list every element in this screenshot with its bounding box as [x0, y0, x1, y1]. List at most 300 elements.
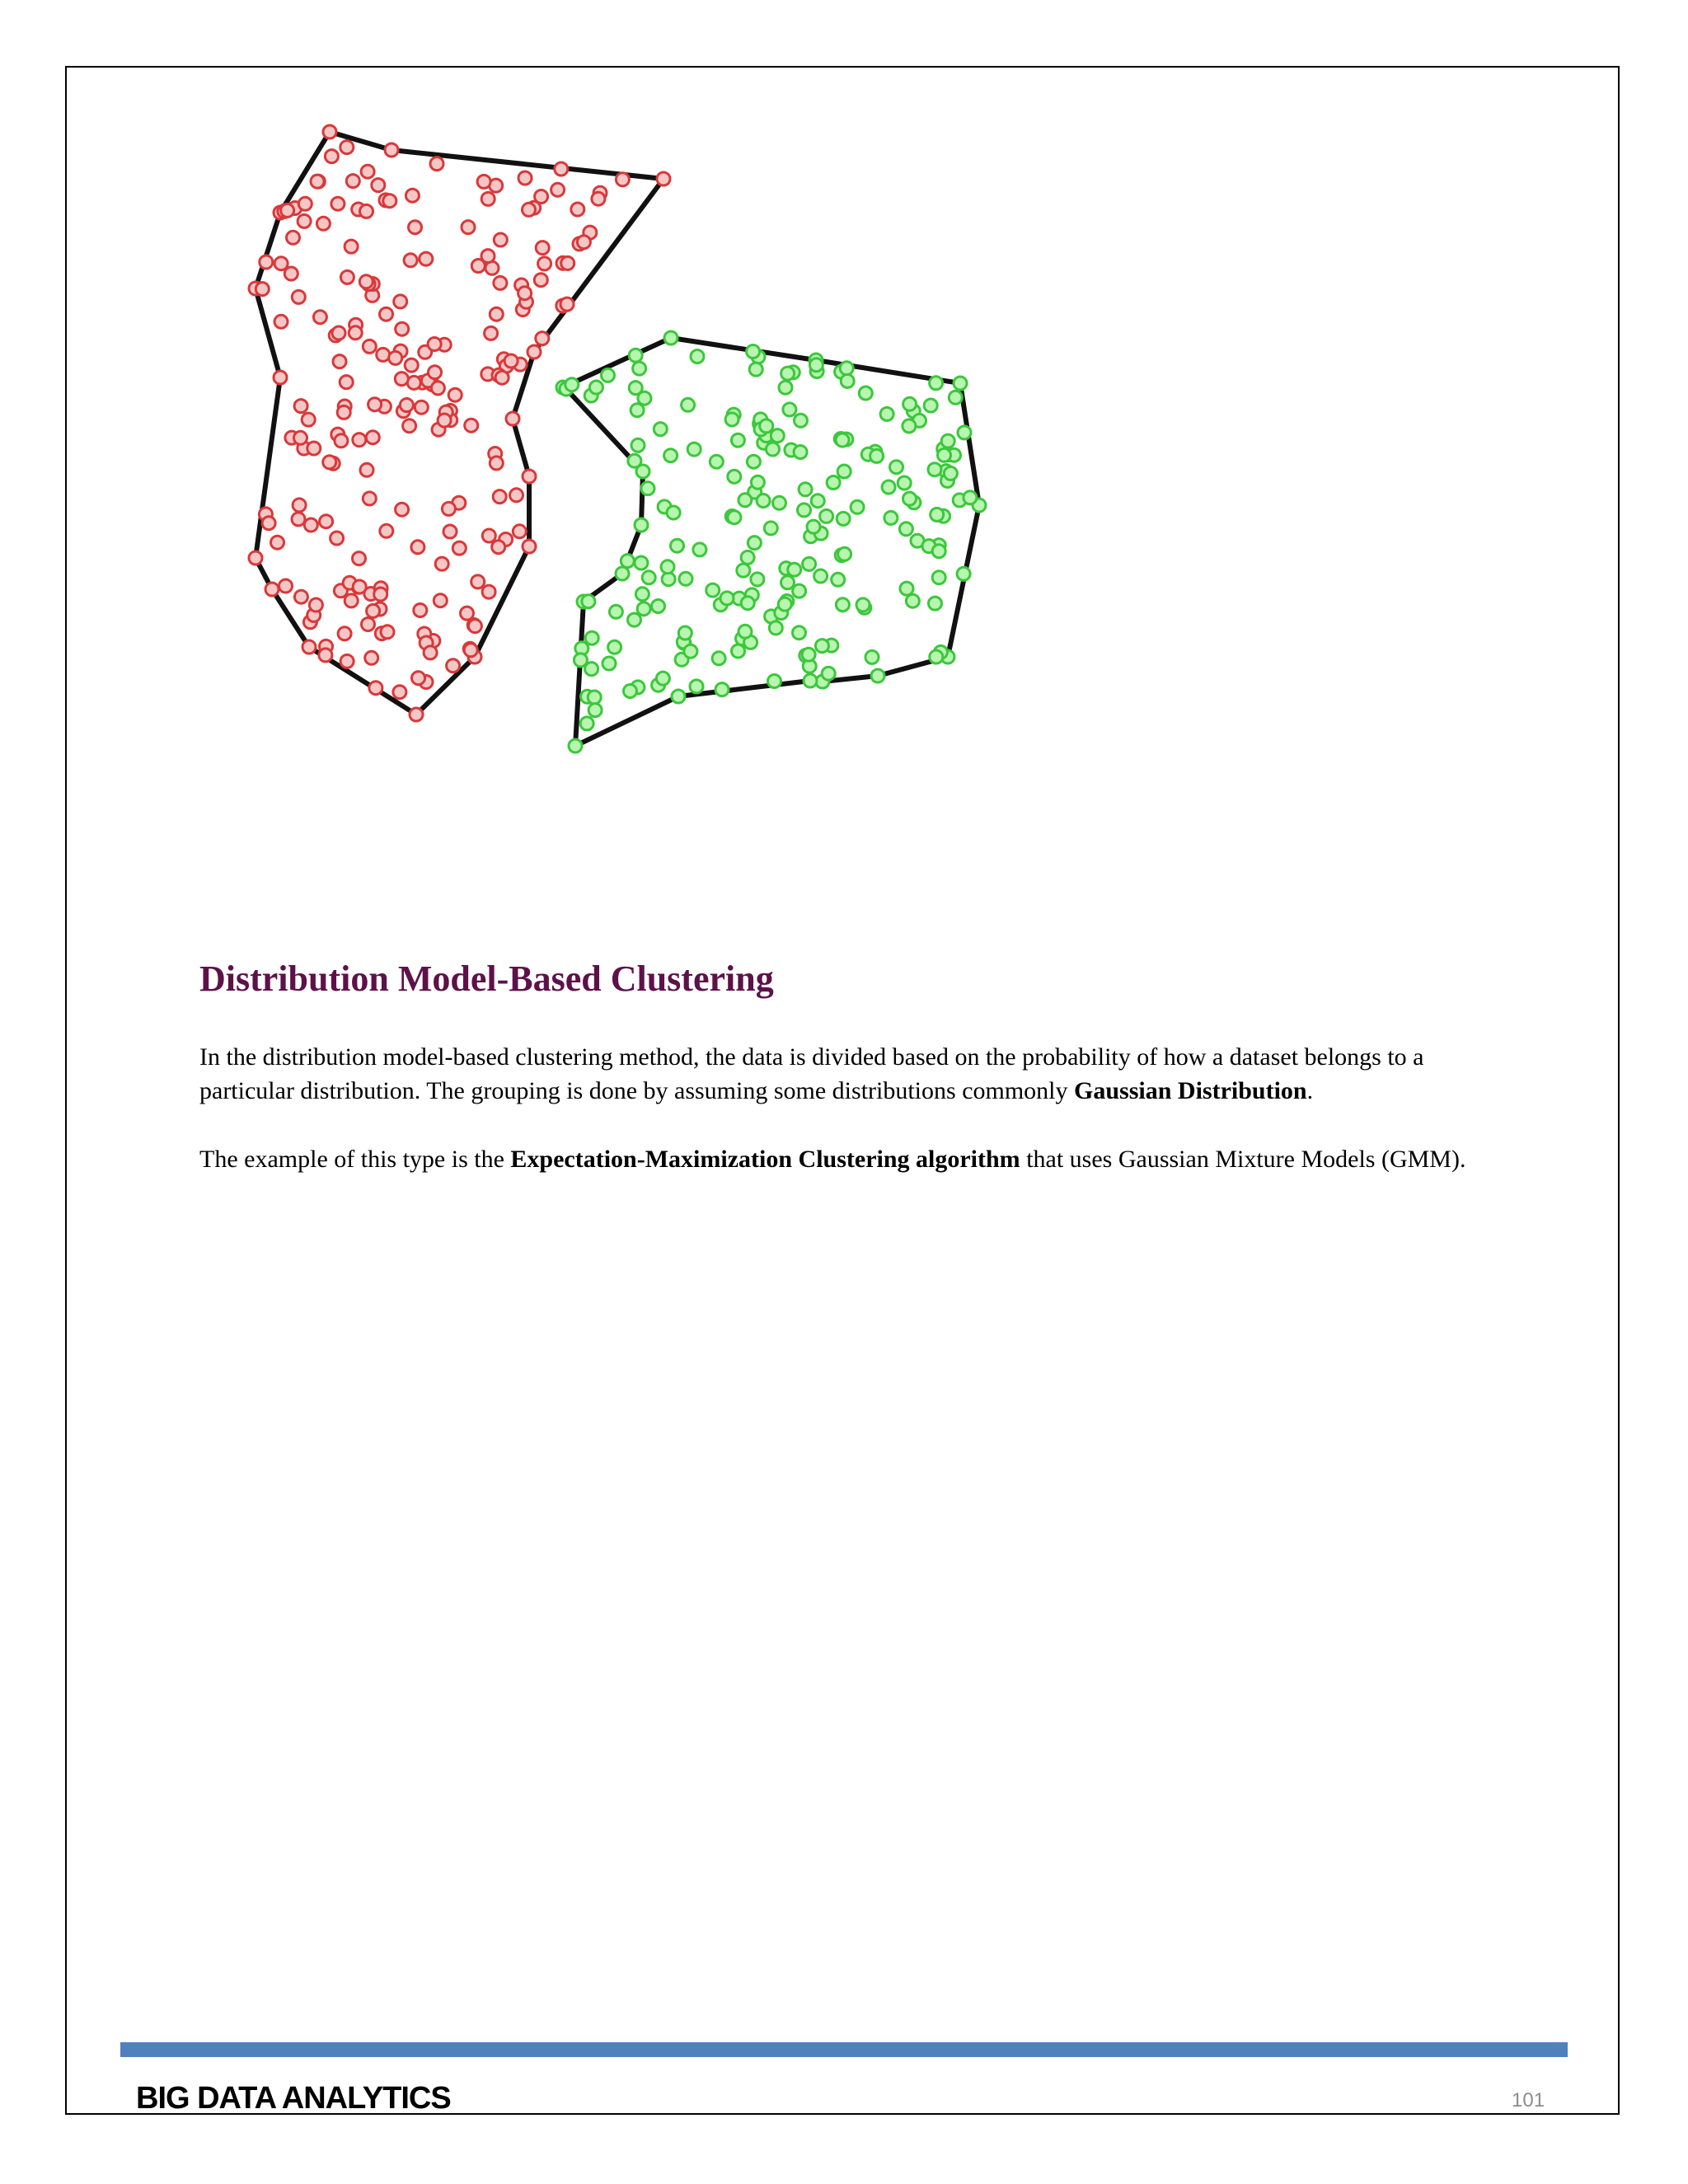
green-cluster-point [811, 494, 824, 508]
paragraph-text-end: . [1306, 1077, 1314, 1104]
red-cluster-point [363, 492, 376, 505]
green-cluster-point [769, 621, 782, 635]
green-cluster-point [938, 448, 951, 462]
green-cluster-point [664, 449, 678, 462]
red-cluster-point [452, 541, 466, 555]
paragraph-em-example [199, 1142, 1502, 1176]
green-cluster-point [884, 511, 898, 524]
red-cluster-vertex-point [523, 470, 536, 483]
bold-term-em-algorithm: Expectation-Maximization Clustering algorithm [510, 1146, 1020, 1173]
green-cluster-point [738, 494, 752, 507]
red-cluster-point [434, 594, 447, 607]
green-cluster-point [809, 359, 823, 372]
green-cluster-point [725, 413, 738, 426]
green-cluster-point [807, 520, 820, 533]
clustering-figure [231, 115, 1006, 775]
red-cluster-point [274, 257, 288, 270]
red-cluster-point [325, 150, 338, 163]
red-cluster-point [260, 255, 273, 269]
red-cluster-vertex-point [410, 708, 423, 721]
green-cluster-point [837, 512, 850, 525]
red-cluster-point [494, 233, 507, 246]
red-cluster-point [571, 203, 584, 216]
red-cluster-point [353, 434, 366, 447]
green-cluster-point [899, 523, 912, 536]
red-cluster-point [323, 456, 336, 469]
red-cluster-point [406, 189, 419, 202]
green-cluster-point [580, 717, 593, 730]
red-cluster-point [447, 659, 460, 673]
green-cluster-point [931, 508, 944, 521]
red-cluster-point [271, 536, 284, 549]
red-cluster-point [256, 283, 269, 296]
green-cluster-point [924, 399, 937, 412]
green-cluster-point [661, 560, 674, 574]
green-cluster-point [767, 443, 780, 456]
red-cluster-point [309, 598, 322, 612]
red-cluster-point [420, 252, 433, 265]
green-cluster-point [635, 556, 648, 569]
paragraph-distribution-method [199, 1040, 1502, 1108]
red-cluster-point [471, 260, 485, 273]
red-cluster-point [345, 240, 358, 253]
red-cluster-point [338, 627, 351, 640]
green-cluster-point [737, 564, 750, 577]
red-cluster-point [360, 463, 373, 476]
red-cluster-point [536, 241, 549, 255]
red-cluster-point [513, 525, 526, 538]
red-cluster-point [316, 217, 330, 230]
green-cluster-point [815, 640, 828, 653]
green-cluster-point [932, 545, 945, 558]
red-cluster-point [353, 552, 366, 565]
red-cluster-point [490, 307, 503, 321]
green-cluster-point [574, 654, 587, 667]
green-cluster-point [783, 403, 796, 416]
green-cluster-point [788, 563, 801, 576]
red-cluster-point [313, 311, 326, 324]
red-cluster-point [465, 419, 478, 432]
red-cluster-point [383, 194, 396, 208]
paragraph-text: The example of this type is the [199, 1146, 511, 1173]
red-cluster-point [400, 399, 413, 412]
green-cluster-point [690, 680, 703, 693]
green-cluster-point [799, 483, 812, 496]
red-cluster-point [395, 373, 408, 386]
bold-term-gaussian: Gaussian Distribution [1074, 1077, 1307, 1104]
green-cluster-point [957, 567, 970, 580]
green-cluster-point [836, 598, 849, 612]
green-cluster-point [898, 476, 911, 490]
red-cluster-point [281, 204, 294, 217]
green-cluster-point [964, 491, 977, 504]
red-cluster-point [377, 348, 390, 361]
green-cluster-point [654, 423, 667, 436]
red-cluster-point [494, 276, 507, 289]
red-cluster-point [477, 175, 490, 188]
red-cluster-point [430, 157, 443, 171]
green-cluster-point [691, 350, 704, 363]
red-cluster-point [468, 620, 481, 633]
green-cluster-point [781, 367, 795, 380]
red-cluster-point [482, 529, 495, 542]
red-cluster-point [394, 295, 407, 308]
green-cluster-vertex-point [635, 518, 648, 532]
green-cluster-point [779, 381, 792, 394]
green-cluster-point [679, 572, 692, 585]
page-number: 101 [1512, 2089, 1545, 2111]
red-cluster-point [368, 398, 382, 411]
red-cluster-point [363, 340, 376, 353]
red-cluster-point [361, 165, 374, 178]
red-cluster-point [518, 171, 532, 185]
red-cluster-point [412, 672, 425, 685]
green-cluster-point [628, 454, 641, 467]
red-cluster-point [340, 270, 354, 284]
red-cluster [249, 125, 670, 721]
green-cluster-point [588, 691, 601, 704]
red-cluster-point [438, 414, 451, 427]
green-cluster-point [748, 537, 761, 550]
green-cluster-point [720, 592, 734, 605]
green-cluster-point [603, 657, 616, 670]
green-cluster-point [642, 571, 655, 584]
green-cluster-point [814, 569, 828, 583]
green-cluster-point [778, 598, 791, 611]
green-cluster-point [565, 378, 579, 391]
red-cluster-point [366, 431, 379, 444]
green-cluster-vertex-point [664, 331, 678, 344]
red-cluster-point [274, 315, 288, 328]
green-cluster-point [793, 584, 806, 598]
red-cluster-point [428, 338, 441, 351]
red-cluster-vertex-point [528, 345, 541, 359]
green-cluster-point [710, 455, 723, 468]
green-cluster-point [880, 407, 893, 420]
green-cluster-point [781, 576, 795, 589]
red-cluster-point [492, 541, 505, 554]
red-cluster-point [340, 376, 353, 389]
green-cluster-point [738, 625, 752, 638]
green-cluster-point [747, 455, 760, 468]
red-cluster-vertex-point [274, 371, 287, 384]
red-cluster-point [555, 162, 568, 176]
red-cluster-point [302, 413, 315, 426]
red-cluster-point [405, 359, 418, 372]
green-cluster-point [585, 631, 598, 644]
green-cluster-point [684, 644, 697, 658]
red-cluster-point [485, 326, 498, 340]
red-cluster-point [294, 431, 307, 444]
red-cluster-point [337, 405, 350, 419]
green-cluster-point [628, 613, 641, 626]
green-cluster-point [715, 683, 729, 696]
green-cluster-point [656, 672, 669, 685]
red-cluster-point [287, 231, 300, 244]
red-cluster-point [340, 141, 354, 154]
green-cluster-vertex-point [804, 674, 817, 687]
green-cluster-point [667, 506, 680, 519]
green-cluster-point [930, 377, 943, 390]
red-cluster-point [346, 175, 359, 188]
red-cluster-point [471, 575, 485, 588]
green-cluster-point [903, 397, 917, 410]
red-cluster-point [538, 257, 551, 270]
red-cluster-point [380, 524, 393, 537]
red-cluster-point [311, 175, 324, 188]
green-cluster-point [949, 391, 962, 404]
red-cluster-point [482, 585, 495, 598]
green-cluster-point [771, 429, 784, 443]
footer-rule [120, 2042, 1568, 2057]
green-cluster-point [751, 476, 764, 489]
red-cluster-point [331, 197, 345, 210]
red-cluster-point [365, 651, 378, 664]
red-cluster-point [409, 221, 422, 234]
green-cluster-point [837, 465, 851, 478]
red-cluster-point [359, 275, 373, 288]
red-cluster-point [292, 290, 305, 303]
red-cluster-point [393, 686, 406, 699]
green-cluster-point [589, 381, 603, 394]
paragraph-text-end: that uses Gaussian Mixture Models (GMM). [1020, 1146, 1466, 1173]
green-cluster-point [732, 644, 745, 658]
green-cluster-point [588, 704, 602, 717]
green-cluster-point [870, 449, 884, 462]
red-cluster-hull [256, 132, 663, 715]
red-cluster-point [616, 173, 629, 186]
green-cluster-point [671, 539, 684, 552]
red-cluster-point [464, 644, 477, 657]
green-cluster-point [859, 387, 872, 400]
green-cluster-point [941, 434, 954, 448]
green-cluster-point [608, 640, 621, 654]
green-cluster-point [928, 463, 941, 476]
green-cluster-point [882, 480, 895, 494]
red-cluster-point [403, 419, 416, 433]
red-cluster-point [372, 179, 385, 192]
red-cluster-point [367, 604, 380, 617]
green-cluster-point [832, 573, 845, 586]
red-cluster-point [536, 332, 549, 345]
red-cluster-point [435, 557, 448, 570]
red-cluster-point [294, 400, 307, 413]
green-cluster-point [706, 583, 720, 597]
red-cluster-point [319, 649, 332, 662]
section-heading: Distribution Model-Based Clustering [199, 958, 774, 999]
red-cluster-vertex-point [302, 640, 316, 654]
green-cluster-point [631, 404, 644, 417]
red-cluster-point [577, 236, 590, 249]
green-cluster-point [841, 374, 854, 387]
green-cluster-point [641, 482, 654, 495]
red-cluster-point [345, 594, 358, 607]
green-cluster-point [822, 667, 835, 680]
green-cluster-point [890, 461, 903, 474]
green-cluster-point [629, 349, 642, 362]
red-cluster-point [461, 607, 474, 620]
red-cluster-point [518, 287, 532, 300]
red-cluster-point [424, 646, 437, 659]
red-cluster-vertex-point [523, 540, 536, 553]
green-cluster-point [621, 555, 634, 568]
red-cluster-point [561, 256, 574, 269]
green-cluster-point [687, 443, 701, 456]
green-cluster-point [624, 685, 637, 698]
green-cluster-point [751, 573, 764, 586]
green-cluster-point [768, 675, 781, 688]
green-cluster-point [820, 509, 833, 523]
green-cluster-point [582, 595, 595, 608]
green-cluster-point [944, 466, 957, 480]
red-cluster-point [415, 401, 428, 414]
green-cluster [556, 331, 986, 752]
green-cluster-point [602, 368, 615, 382]
red-cluster-point [560, 298, 574, 311]
green-cluster-point [794, 446, 807, 459]
red-cluster-point [332, 326, 345, 340]
red-cluster-point [534, 274, 547, 287]
red-cluster-vertex-point [323, 125, 336, 138]
green-cluster-point [836, 434, 849, 447]
green-cluster-point [764, 522, 777, 535]
green-cluster-point [609, 605, 622, 618]
green-cluster-point [803, 557, 816, 570]
red-cluster-point [292, 513, 305, 526]
green-cluster-point [903, 419, 916, 433]
red-cluster-point [304, 518, 317, 532]
green-cluster-point [958, 426, 971, 439]
green-cluster-point [728, 470, 741, 483]
green-cluster-point [793, 626, 806, 640]
green-cluster-point [652, 600, 665, 613]
green-cluster-point [747, 345, 760, 359]
green-cluster-point [851, 500, 864, 513]
red-cluster-point [353, 580, 366, 593]
green-cluster-point [757, 494, 770, 508]
red-cluster-point [279, 579, 293, 593]
green-cluster-point [903, 492, 917, 505]
green-cluster-point [929, 597, 942, 610]
green-cluster-point [728, 511, 741, 524]
red-cluster-point [495, 371, 509, 384]
green-cluster-point [749, 363, 762, 376]
green-cluster-point [930, 650, 943, 663]
paragraph-text: In the distribution model-based clustering method, the data is divided based on the probability of how a dataset belongs to a particular distribution. The grouping is done by assuming some distributions commonly [199, 1043, 1424, 1104]
green-cluster-point [840, 362, 853, 375]
green-cluster-point [631, 438, 645, 452]
red-cluster-point [411, 541, 424, 554]
red-cluster-point [443, 525, 457, 538]
red-cluster-vertex-point [249, 551, 262, 565]
green-cluster-point [731, 434, 744, 447]
red-cluster-point [490, 457, 503, 470]
green-cluster-point [802, 648, 815, 661]
red-cluster-point [404, 254, 417, 267]
red-cluster-point [331, 532, 344, 545]
green-cluster-point [682, 398, 695, 411]
green-cluster-point [629, 382, 642, 395]
red-cluster-point [481, 192, 495, 205]
red-cluster-point [396, 322, 409, 335]
green-cluster-point [827, 476, 840, 490]
red-cluster-point [362, 618, 375, 631]
green-cluster-point [633, 362, 646, 375]
green-cluster-point [635, 588, 649, 601]
red-cluster-point [307, 442, 321, 455]
red-cluster-vertex-point [657, 172, 670, 185]
red-cluster-vertex-point [506, 412, 519, 425]
green-cluster-vertex-point [672, 690, 685, 703]
red-cluster-point [493, 490, 506, 504]
red-cluster-point [320, 515, 333, 528]
red-cluster-point [389, 351, 402, 364]
green-cluster-point [900, 582, 913, 595]
green-cluster-vertex-point [871, 669, 884, 682]
green-cluster-point [693, 543, 706, 556]
green-cluster-vertex-point [616, 567, 629, 580]
red-cluster-point [369, 682, 382, 695]
red-cluster-point [551, 183, 565, 196]
red-cluster-point [262, 517, 275, 530]
green-cluster-point [838, 547, 851, 560]
green-cluster-point [795, 414, 808, 427]
red-cluster-point [360, 204, 373, 218]
red-cluster-point [510, 489, 523, 502]
red-cluster-point [592, 192, 605, 205]
green-cluster-point [637, 602, 650, 616]
red-cluster-point [462, 221, 475, 234]
green-cluster-point [856, 598, 870, 612]
red-cluster-point [349, 326, 362, 340]
footer-title: BIG DATA ANALYTICS [136, 2081, 451, 2116]
green-cluster-point [712, 652, 725, 665]
red-cluster-point [442, 502, 455, 515]
green-cluster-vertex-point [954, 377, 967, 390]
green-cluster-point [865, 650, 879, 663]
green-cluster-point [741, 597, 754, 610]
red-cluster-vertex-point [265, 583, 279, 596]
green-cluster-point [932, 571, 945, 584]
red-cluster-point [523, 203, 536, 216]
green-cluster-point [798, 504, 811, 517]
red-cluster-point [380, 307, 393, 321]
red-cluster-point [293, 499, 306, 512]
red-cluster-point [335, 434, 348, 448]
red-cluster-point [414, 604, 427, 617]
green-cluster-point [760, 419, 773, 433]
green-cluster-vertex-point [569, 739, 582, 752]
green-cluster-point [773, 496, 786, 509]
red-cluster-point [294, 590, 307, 603]
red-cluster-point [298, 197, 312, 210]
red-cluster-point [298, 214, 311, 227]
green-cluster-point [906, 594, 919, 607]
red-cluster-point [504, 354, 518, 368]
red-cluster-point [340, 654, 354, 668]
red-cluster-point [374, 588, 387, 601]
red-cluster-point [448, 388, 462, 401]
green-cluster-point [678, 626, 692, 640]
green-cluster-point [741, 551, 754, 564]
red-cluster-vertex-point [385, 143, 398, 157]
red-cluster-point [396, 503, 409, 516]
red-cluster-point [429, 366, 442, 379]
red-cluster-point [431, 382, 444, 395]
red-cluster-point [333, 355, 346, 368]
red-cluster-point [381, 626, 394, 639]
cluster-scatter-svg [231, 115, 1006, 775]
